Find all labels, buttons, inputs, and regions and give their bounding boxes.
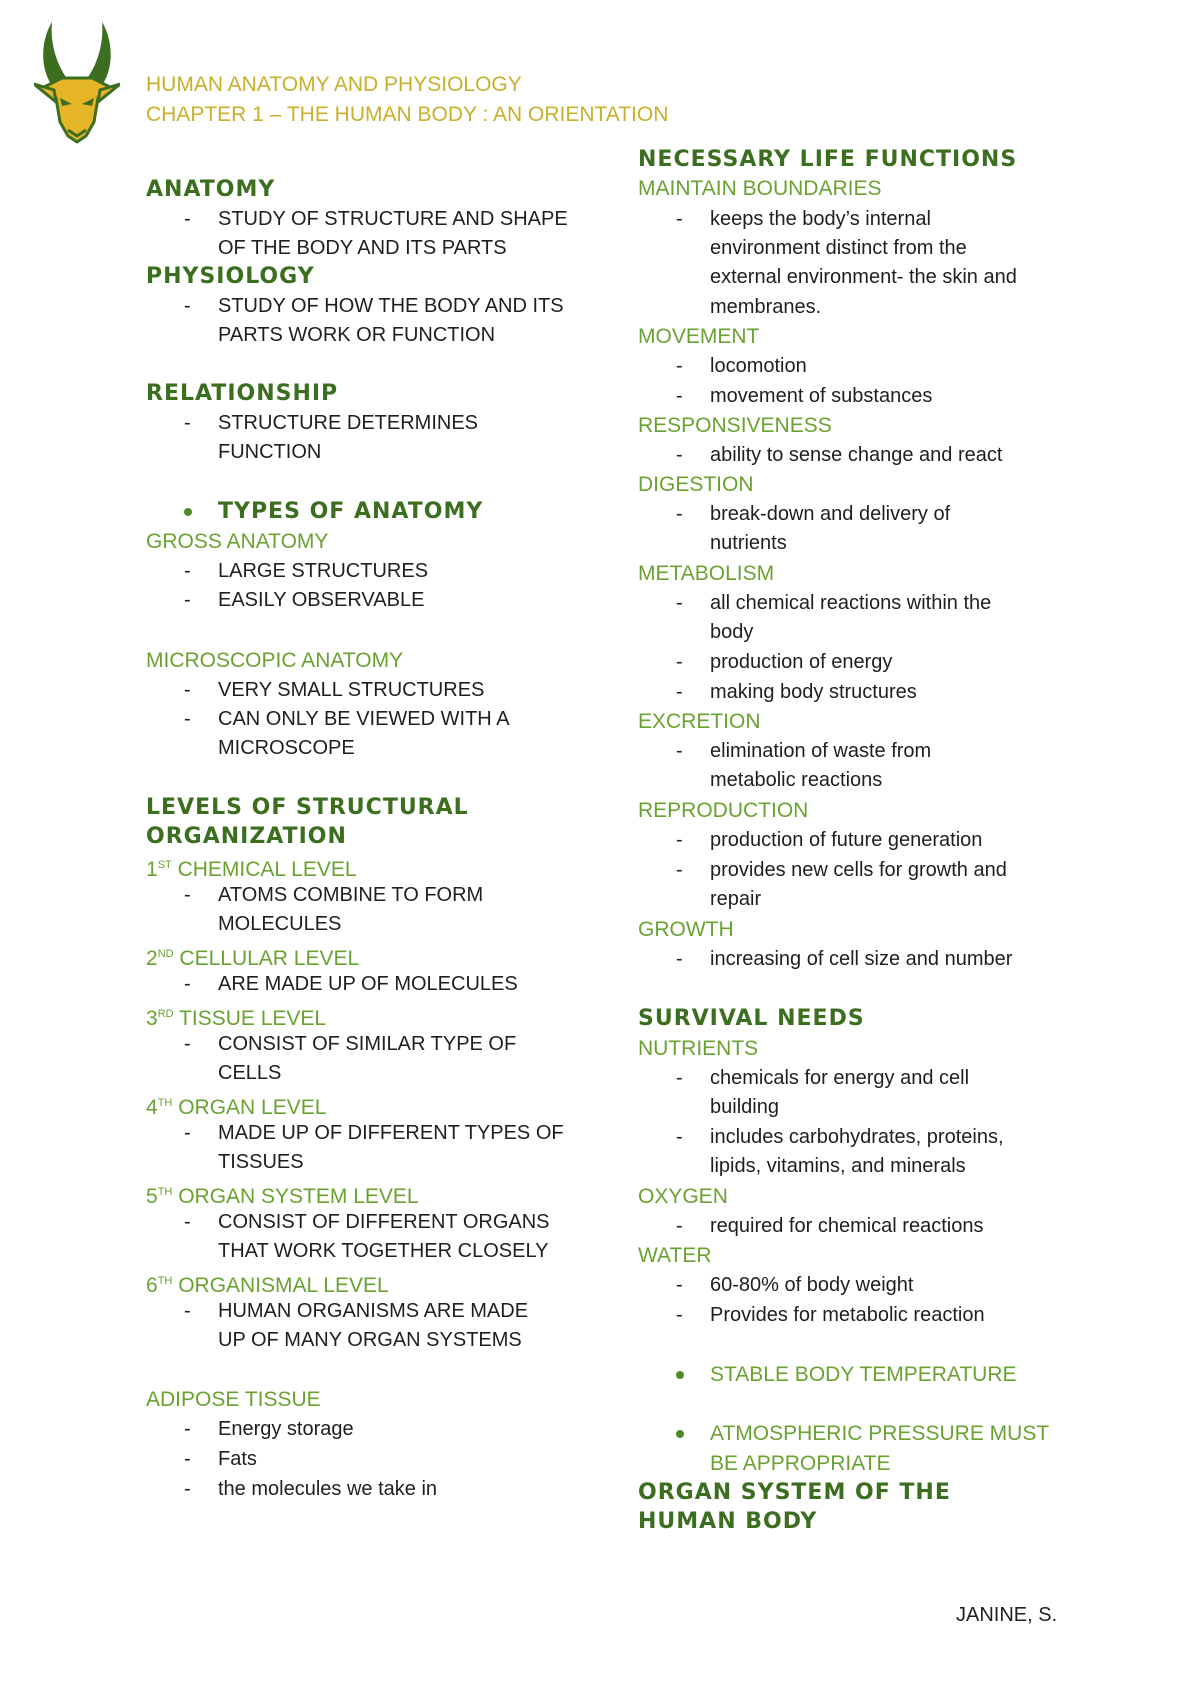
organ-system-heading-line2: HUMAN BODY — [638, 1509, 818, 1534]
nutrients-item-cont: lipids, vitamins, and minerals — [710, 1155, 966, 1177]
organ-system-level-item-cont: THAT WORK TOGETHER CLOSELY — [218, 1240, 549, 1262]
maintain-boundaries-heading: MAINTAIN BOUNDARIES — [638, 177, 882, 200]
maintain-boundaries-item-cont: external environment- the skin and — [710, 266, 1017, 288]
bullet-icon — [184, 508, 192, 516]
author-footer: JANINE, S. — [956, 1604, 1058, 1626]
tissue-level-heading: 3RD TISSUE LEVEL — [146, 1007, 327, 1030]
chemical-level-item-cont: MOLECULES — [218, 913, 342, 935]
metabolism-heading: METABOLISM — [638, 562, 775, 585]
gross-anatomy-heading: GROSS ANATOMY — [146, 530, 329, 553]
excretion-item-cont: metabolic reactions — [710, 769, 883, 791]
cellular-level-heading: 2ND CELLULAR LEVEL — [146, 947, 360, 970]
chemical-level-heading: 1ST CHEMICAL LEVEL — [146, 858, 357, 881]
document-header — [146, 70, 668, 130]
organismal-level-item-cont: UP OF MANY ORGAN SYSTEMS — [218, 1329, 522, 1351]
adipose-tissue-heading: ADIPOSE TISSUE — [146, 1388, 321, 1411]
gazelle-head-logo — [34, 18, 120, 148]
anatomy-item-cont: OF THE BODY AND ITS PARTS — [218, 237, 507, 259]
bullet-icon — [676, 1430, 684, 1438]
digestion-heading: DIGESTION — [638, 473, 754, 496]
organ-level-item-cont: TISSUES — [218, 1151, 304, 1173]
nutrients-heading: NUTRIENTS — [638, 1037, 759, 1060]
anatomy-heading: ANATOMY — [146, 177, 276, 202]
metabolism-item-cont: body — [710, 621, 754, 643]
course-title: HUMAN ANATOMY AND PHYSIOLOGY — [146, 73, 522, 96]
necessary-life-functions-heading: NECESSARY LIFE FUNCTIONS — [638, 147, 1018, 172]
reproduction-heading: REPRODUCTION — [638, 799, 809, 822]
atmospheric-pressure-item-cont: BE APPROPRIATE — [710, 1452, 891, 1475]
levels-heading-line2: ORGANIZATION — [146, 824, 347, 849]
movement-heading: MOVEMENT — [638, 325, 760, 348]
tissue-level-item-cont: CELLS — [218, 1062, 282, 1084]
responsiveness-heading: RESPONSIVENESS — [638, 414, 832, 437]
excretion-heading: EXCRETION — [638, 710, 761, 733]
reproduction-item-cont: repair — [710, 888, 762, 910]
chapter-title: CHAPTER 1 – THE HUMAN BODY : AN ORIENTATION — [146, 103, 669, 126]
nutrients-item-cont: building — [710, 1096, 779, 1118]
physiology-item-cont: PARTS WORK OR FUNCTION — [218, 324, 496, 346]
organ-level-heading: 4TH ORGAN LEVEL — [146, 1096, 327, 1119]
bullet-icon — [676, 1371, 684, 1379]
microscopic-anatomy-heading: MICROSCOPIC ANATOMY — [146, 649, 404, 672]
relationship-item-cont: FUNCTION — [218, 441, 322, 463]
levels-heading-line1: LEVELS OF STRUCTURAL — [146, 795, 469, 820]
water-heading: WATER — [638, 1244, 712, 1267]
growth-heading: GROWTH — [638, 918, 734, 941]
oxygen-heading: OXYGEN — [638, 1185, 728, 1208]
physiology-heading: PHYSIOLOGY — [146, 264, 315, 289]
microscopic-anatomy-item-cont: MICROSCOPE — [218, 737, 355, 759]
organ-system-level-heading: 5TH ORGAN SYSTEM LEVEL — [146, 1185, 419, 1208]
maintain-boundaries-item-cont: membranes. — [710, 296, 822, 318]
survival-needs-heading: SURVIVAL NEEDS — [638, 1006, 865, 1031]
digestion-item-cont: nutrients — [710, 532, 787, 554]
relationship-heading: RELATIONSHIP — [146, 381, 339, 406]
maintain-boundaries-item-cont: environment distinct from the — [710, 237, 967, 259]
organ-system-heading-line1: ORGAN SYSTEM OF THE — [638, 1480, 951, 1505]
organismal-level-heading: 6TH ORGANISMAL LEVEL — [146, 1274, 389, 1297]
